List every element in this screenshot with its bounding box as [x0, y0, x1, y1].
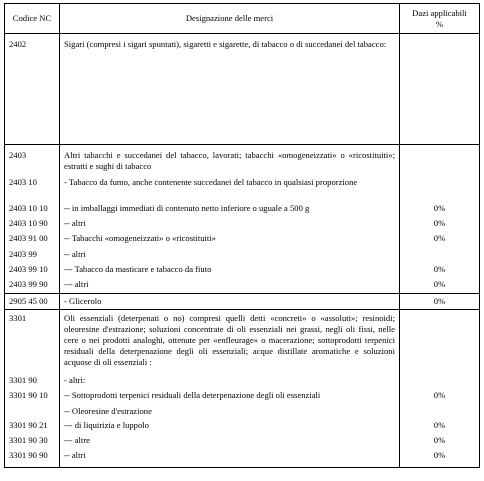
code-cell: 2905 45 00	[5, 294, 60, 310]
designation-cell: Sigari (compresi i sigari spuntati), sigaretti e sigarette, di tabacco o di succedanei del tabacco:	[60, 34, 400, 145]
header-duty	[400, 4, 480, 34]
rate-cell: 0% 0% 0% 0%	[400, 310, 480, 468]
table-row	[5, 294, 480, 310]
code-cell: 2402	[5, 34, 60, 145]
header-duty-line2: %	[435, 18, 444, 29]
header-code: Codice NC	[5, 4, 60, 34]
header-designation: Designazione delle merci	[60, 4, 400, 34]
designation-cell: Oli essenziali (deterpenati o no) compresi quelli detti «concreti» o «assoluti»; resinoidi; oleoresine d'estrazione; soluzioni concentrate di oli essenziali nei grassi, negli oli fissi, nelle cere o nei prodotti analoghi, ottenute per «enfleurage» o macerazione; sottoprodotti terpenici residuali della deterpenazione degli oli essenziali; acque distillate aromatiche e soluzioni acquose di oli essenziali : - altri: -- Sottoprodotti terpenici residuali della deterpenazione degli oli essenziali -- Oleoresine d'estrazione --- di liquirizia e luppolo --- altre -- altri	[60, 310, 400, 468]
tariff-table	[4, 3, 480, 468]
code-cell: 3301 3301 90 3301 90 10 3301 90 21 3301 90 30 3301 90 90	[5, 310, 60, 468]
rate-cell: 0% 0% 0% 0% 0%	[400, 145, 480, 294]
code-cell: 2403 2403 10 2403 10 10 2403 10 90 2403 91 00 2403 99 2403 99 10 2403 99 90	[5, 145, 60, 294]
table-row-group	[5, 310, 480, 468]
designation-cell: - Glicerolo	[60, 294, 400, 310]
rate-cell: 0%	[400, 294, 480, 310]
tariff-table-sheet	[4, 3, 480, 478]
header-duty-line1: Dazi applicabili	[412, 7, 467, 18]
table-row-group	[5, 145, 480, 294]
header-row	[5, 4, 480, 34]
rate-cell	[400, 34, 480, 145]
table-row	[5, 34, 480, 145]
designation-cell: Altri tabacchi e succedanei del tabacco, lavorati; tabacchi «omogeneizzati» o «ricostituiti»; estratti e sughi di tabacco - Tabacco da fumo, anche contenente succedanei del tabacco in qualsiasi proporzione -- in imballaggi immediati di contenuto netto inferiore o uguale a 500 g -- altri -- Tabacchi «omogeneizzati» o «ricostituiti» -- altri --- Tabacco da masticare e tabacco da fiuto --- altri	[60, 145, 400, 294]
